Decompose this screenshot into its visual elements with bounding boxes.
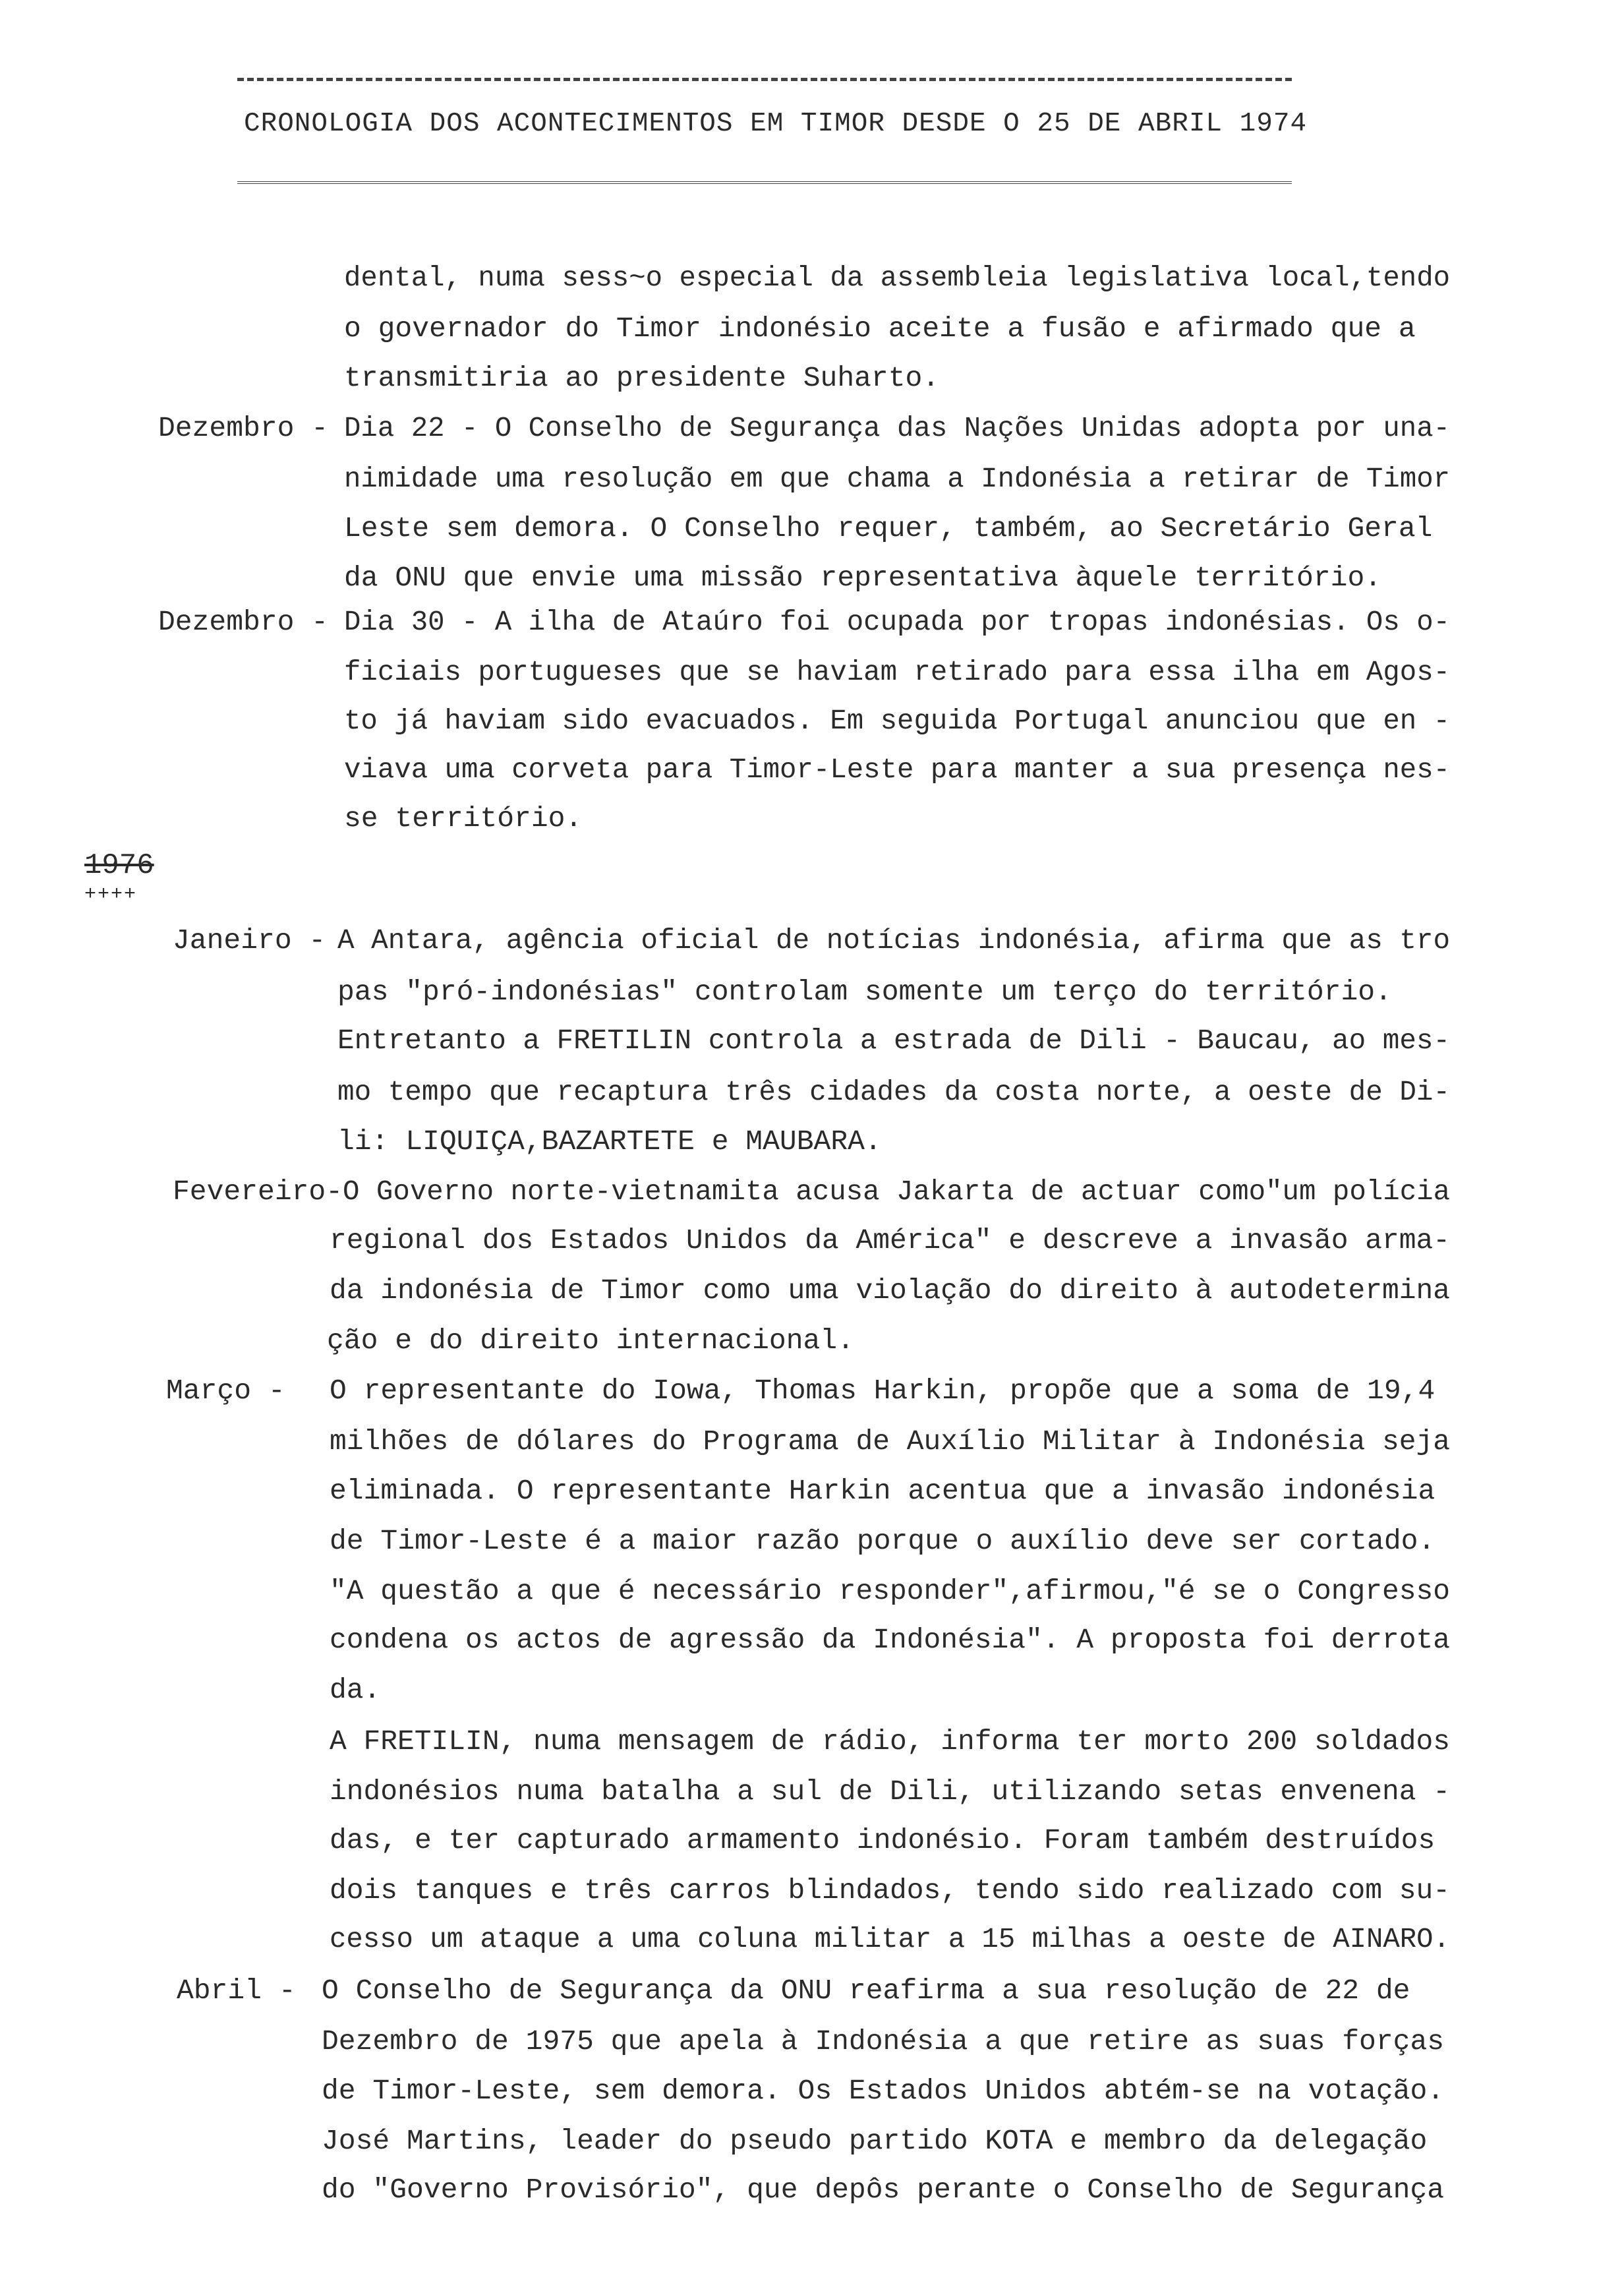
text-line: ficiais portugueses que se haviam retirado para essa ilha em Agos- <box>344 656 1451 688</box>
text-line: O Governo norte-vietnamita acusa Jakarta de actuar como"um polícia <box>343 1175 1451 1208</box>
text-line: pas "pró-indonésias" controlam somente um terço do território. <box>337 976 1392 1008</box>
text-line: to já haviam sido evacuados. Em seguida Portugal anunciou que en - <box>344 705 1451 737</box>
year-heading: 1976 <box>84 849 154 882</box>
text-line: indonésios numa batalha a sul de Dili, utilizando setas envenena - <box>330 1775 1451 1808</box>
text-line: eliminada. O representante Harkin acentua que a invasão indonésia <box>330 1475 1436 1507</box>
text-line: da. <box>330 1674 381 1706</box>
text-line: Dezembro de 1975 que apela à Indonésia a que retire as suas forças <box>322 2025 1445 2058</box>
entry-label: Dezembro - <box>158 412 329 444</box>
text-line: Dia 30 - A ilha de Ataúro foi ocupada por tropas indonésias. Os o- <box>344 606 1451 638</box>
text-line: da indonésia de Timor como uma violação do direito à autodetermina <box>330 1274 1451 1307</box>
year-heading-marks: ++++ <box>84 883 138 906</box>
text-line: de Timor-Leste, sem demora. Os Estados Unidos abtém-se na votação. <box>322 2075 1445 2107</box>
text-line: transmitiria ao presidente Suharto. <box>344 362 940 394</box>
header-rule-top <box>237 78 1292 81</box>
text-line: A FRETILIN, numa mensagem de rádio, informa ter morto 200 soldados <box>330 1725 1451 1758</box>
text-line: Dia 22 - O Conselho de Segurança das Nações Unidas adopta por una- <box>344 412 1451 444</box>
text-line: o governador do Timor indonésio aceite a fusão e afirmado que a <box>344 312 1416 345</box>
text-line: viava uma corveta para Timor-Leste para manter a sua presença nes- <box>344 754 1451 786</box>
text-line: ção e do direito internacional. <box>327 1324 854 1357</box>
page-title: CRONOLOGIA DOS ACONTECIMENTOS EM TIMOR DESDE O 25 DE ABRIL 1974 <box>244 109 1308 139</box>
entry-label: Abril - <box>177 1975 296 2007</box>
entry-label: Janeiro - <box>173 924 326 957</box>
text-line: das, e ter capturado armamento indonésio. Foram também destruídos <box>330 1824 1436 1857</box>
text-line: O Conselho de Segurança da ONU reafirma a sua resolução de 22 de <box>322 1975 1410 2007</box>
text-line: li: LIQUIÇA,BAZARTETE e MAUBARA. <box>337 1125 882 1158</box>
text-line: José Martins, leader do pseudo partido KOTA e membro da delegação <box>322 2125 1428 2157</box>
text-line: do "Governo Provisório", que depôs perante o Conselho de Segurança <box>322 2174 1445 2206</box>
text-line: "A questão a que é necessário responder",afirmou,"é se o Congresso <box>330 1575 1451 1607</box>
text-line: cesso um ataque a uma coluna militar a 15 milhas a oeste de AINARO. <box>330 1923 1450 1955</box>
entry-label: Fevereiro- <box>173 1175 343 1208</box>
text-line: Entretanto a FRETILIN controla a estrada de Dili - Baucau, ao mes- <box>337 1025 1451 1057</box>
text-line: A Antara, agência oficial de notícias indonésia, afirma que as tro <box>337 924 1451 957</box>
text-line: condena os actos de agressão da Indonésia". A proposta foi derrota <box>330 1624 1451 1656</box>
text-line: dois tanques e três carros blindados, tendo sido realizado com su- <box>330 1874 1451 1907</box>
entry-label: Março - <box>166 1375 285 1407</box>
text-line: O representante do Iowa, Thomas Harkin, propõe que a soma de 19,4 <box>330 1375 1436 1407</box>
text-line: regional dos Estados Unidos da América" e descreve a invasão arma- <box>330 1224 1451 1257</box>
text-line: Leste sem demora. O Conselho requer, também, ao Secretário Geral <box>344 512 1433 545</box>
entry-label: Dezembro - <box>158 606 329 638</box>
text-line: dental, numa sess~o especial da assembleia legislativa local,tendo <box>344 262 1451 294</box>
text-line: se território. <box>344 802 583 835</box>
text-line: mo tempo que recaptura três cidades da costa norte, a oeste de Di- <box>337 1076 1451 1108</box>
text-line: nimidade uma resolução em que chama a Indonésia a retirar de Timor <box>344 463 1451 495</box>
text-line: milhões de dólares do Programa de Auxílio Militar à Indonésia seja <box>330 1425 1451 1458</box>
text-line: da ONU que envie uma missão representativa àquele território. <box>344 562 1382 594</box>
text-line: de Timor-Leste é a maior razão porque o auxílio deve ser cortado. <box>330 1525 1436 1557</box>
header-rule-bottom <box>237 181 1292 188</box>
